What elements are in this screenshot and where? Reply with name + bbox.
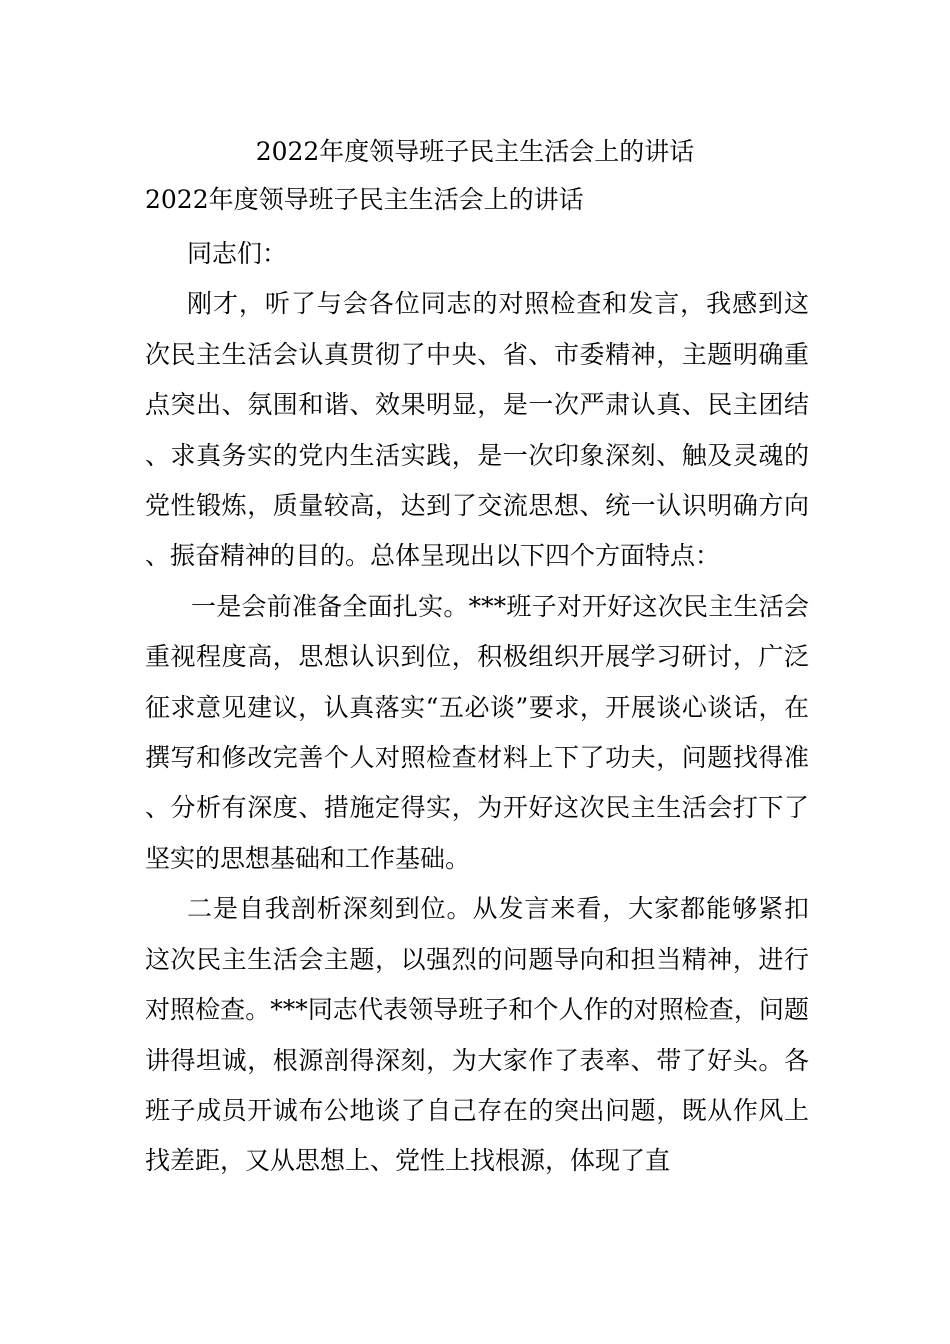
salutation-paragraph: 同志们： bbox=[187, 239, 288, 268]
body-paragraph: 刚才，听了与会各位同志的对照检查和发言，我感到这次民主生活会认真贯彻了中央、省、市委精神，主题明确重点突出、氛围和谐、效果明显，是一次严肃认真、民主团结、求真务实的党内生活实践，是一次印象深刻、触及灵魂的党性锻炼，质量较高，达到了交流思想、统一认识明确方向、振奋精神的目的。总体呈现出以下四个方面特点： bbox=[145, 289, 809, 571]
document-title: 2022年度领导班子民主生活会上的讲话 bbox=[255, 137, 695, 166]
body-paragraph: 二是自我剖析深刻到位。从发言来看，大家都能够紧扣这次民主生活会主题，以强烈的问题导向和担当精神，进行对照检查。***同志代表领导班子和个人作的对照检查，问题讲得坦诚，根源剖得深刻，为大家作了表率、带了好头。各班子成员开诚布公地谈了自己存在的突出问题，既从作风上找差距，又从思想上、党性上找根源，体现了直 bbox=[145, 894, 809, 1176]
document-body bbox=[145, 229, 809, 1187]
body-paragraph: 一是会前准备全面扎实。***班子对开好这次民主生活会重视程度高，思想认识到位，积极组织开展学习研讨，广泛征求意见建议，认真落实“五必谈”要求，开展谈心谈话，在撰写和修改完善个人对照检查材料上下了功夫，问题找得准、分析有深度、措施定得实，为开好这次民主生活会打下了坚实的思想基础和工作基础。 bbox=[145, 591, 809, 873]
document-subtitle: 2022年度领导班子民主生活会上的讲话 bbox=[145, 185, 584, 214]
